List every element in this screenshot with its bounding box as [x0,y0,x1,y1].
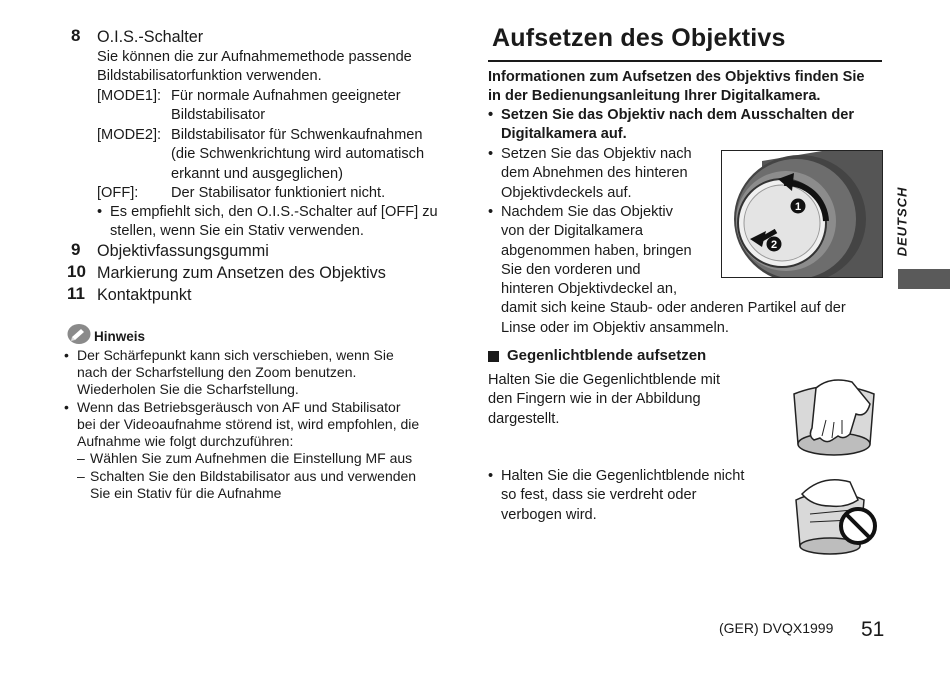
bullet-attach: Setzen Sie das Objektiv nach dem Abnehmen des hinteren Objektivdeckels auf. [501,146,692,201]
section-square-icon [488,351,499,362]
note-dash-1: Wählen Sie zum Aufnehmen die Einstellung MF aus [90,450,413,466]
tip-text: Es empfiehlt sich, den O.I.S.-Schalter auf [OFF] zu stellen, wenn Sie ein Stativ verwenden. [110,204,438,240]
bullet-dot: • [64,347,69,363]
note-heading: Hinweis [94,329,146,344]
mode2-key: [MODE2]: [97,127,162,143]
note-bullet-1: Der Schärfepunkt kann sich verschieben, wenn Sie nach der Scharfstellung den Zoom benutzen. Wiederholen Sie die Scharfstellung. [77,347,394,398]
bullet-caps: Nachdem Sie das Objektiv von der Digitalkamera abgenommen haben, bringen Sie den vorderen und hinteren Objektivdeckel an, damit sich keine Staub- oder anderen Partikel auf der Linse oder im Objektiv ansammeln. [501,204,846,336]
page-number: 51 [861,618,885,641]
item-number: 11 [67,284,85,303]
bullet-dot: • [488,107,494,123]
bullet-dot: • [488,146,494,162]
hood-hold-illustration [786,374,882,460]
mode2-desc: Bildstabilisator für Schwenkaufnahmen (die Schwenkrichtung wird automatisch erkannt und ausgeglichen) [171,127,425,182]
item-number: 9 [71,240,81,259]
item-label: Markierung zum Ansetzen des Objektivs [97,264,386,282]
prohibited-icon [839,507,877,545]
item-desc: Sie können die zur Aufnahmemethode passende Bildstabilisatorfunktion verwenden. [97,49,412,85]
bullet-dot: • [64,399,69,415]
bullet-dot: • [488,204,494,220]
section-heading: Gegenlichtblende aufsetzen [507,347,707,364]
mode1-key: [MODE1]: [97,88,162,104]
step-marker-1: 1 [794,201,802,213]
language-label: DEUTSCH [894,186,910,257]
item-label: Objektivfassungsgummi [97,242,269,260]
hood-text: Halten Sie die Gegenlichtblende mit den Fingern wie in der Abbildung dargestellt. [488,372,721,427]
off-key: [OFF]: [97,185,139,201]
bullet-dot: • [97,204,103,220]
item-title: O.I.S.-Schalter [97,28,204,46]
intro-text: Informationen zum Aufsetzen des Objektivs finden Sie in der Bedienungsanleitung Ihrer Digitalkamera. [488,69,865,105]
page-title: Aufsetzen des Objektivs [492,24,786,52]
step-marker-2: 2 [770,239,778,251]
title-rule [488,60,882,62]
dash-mark: – [77,450,85,466]
off-desc: Der Stabilisator funktioniert nicht. [171,185,386,201]
language-tab-marker [898,269,950,289]
bold-bullet: Setzen Sie das Objektiv nach dem Ausschalten der Digitalkamera auf. [501,107,855,143]
bullet-dot: • [488,468,494,484]
lens-cap-illustration [721,150,883,278]
note-bullet-2: Wenn das Betriebsgeräusch von AF und Stabilisator bei der Videoaufnahme störend ist, wird empfohlen, die Aufnahme wie folgt durchzuführen: [77,399,420,450]
document-code: (GER) DVQX1999 [719,620,834,636]
mode1-desc: Für normale Aufnahmen geeigneter Bildstabilisator [171,88,401,124]
hood-bullet: Halten Sie die Gegenlichtblende nicht so fest, dass sie verdreht oder verbogen wird. [501,468,745,523]
dash-mark: – [77,468,85,484]
note-dash-2: Schalten Sie den Bildstabilisator aus und verwenden Sie ein Stativ für die Aufnahme [90,468,417,502]
note-icon [66,323,92,345]
item-number: 10 [67,262,86,281]
item-label: Kontaktpunkt [97,286,192,304]
item-number: 8 [71,26,81,45]
